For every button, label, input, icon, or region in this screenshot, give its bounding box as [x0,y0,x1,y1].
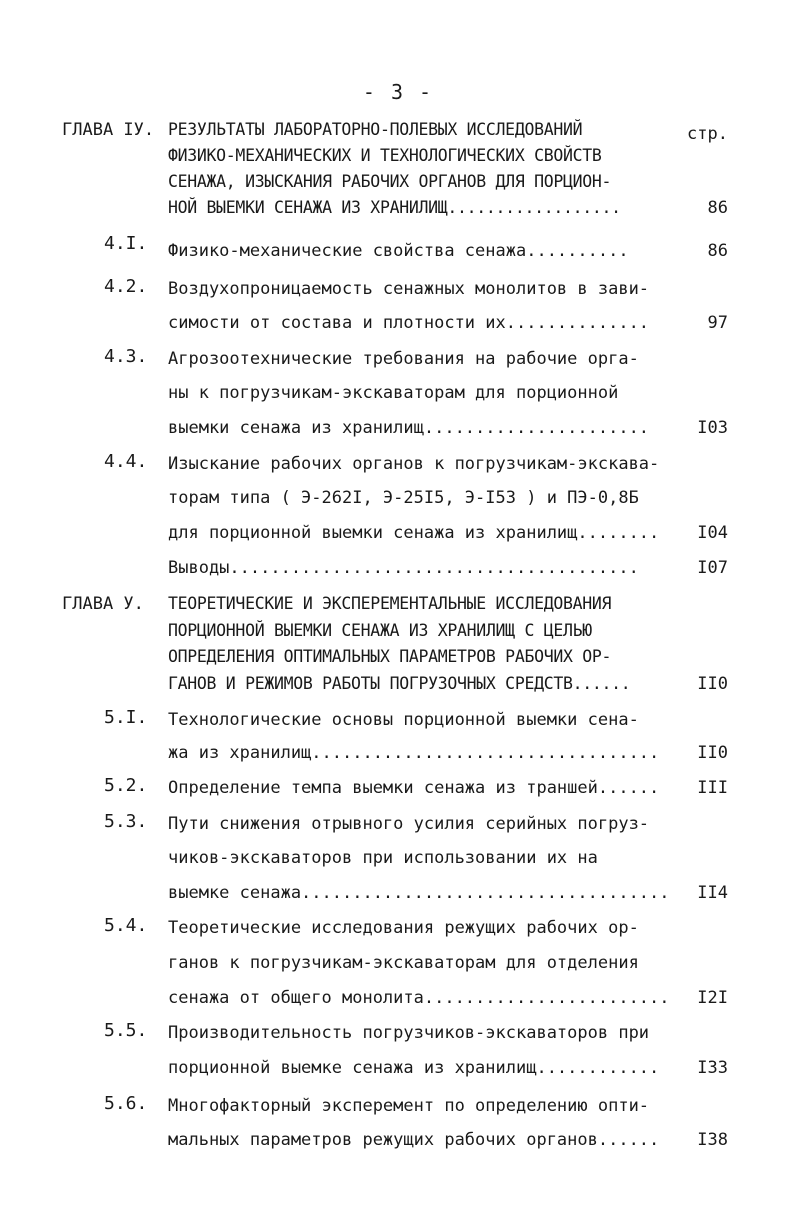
chapter-5-title-line-2: ПОРЦИОННОЙ ВЫЕМКИ СЕНАЖА ИЗ ХРАНИЛИЩ С ЦЕЛЬЮ [168,621,592,640]
chapter-5-title-line-4: ГАНОВ И РЕЖИМОВ РАБОТЫ ПОГРУЗОЧНЫХ СРЕДСТВ...... [168,674,631,693]
section-5-1-page: II0 [697,743,728,763]
section-5-4-page: I2I [697,988,728,1008]
section-5-6-line-1: Многофакторный эксперемент по определению опти- [168,1096,650,1116]
section-5-2-title: Определение темпа выемки сенажа из траншей...... [168,778,660,798]
section-4-1-page: 86 [707,241,728,261]
chapter-4-heading: ГЛАВА IУ. [62,120,155,140]
section-5-6-page: I38 [697,1130,728,1150]
page-column-label: стр. [687,124,728,144]
section-5-3-line-1: Пути снижения отрывного усилия серийных погруз- [168,814,650,834]
section-4-4-line-1: Изыскание рабочих органов к погрузчикам-экскава- [168,454,660,474]
section-5-5-number: 5.5. [104,1020,148,1041]
section-5-3-number: 5.3. [104,811,148,832]
section-5-4-number: 5.4. [104,915,148,936]
section-5-1-number: 5.I. [104,707,148,728]
section-5-3-line-3: выемке сенажа.................................... [168,883,670,903]
section-4-3-line-3: выемки сенажа из хранилищ...................... [168,418,650,438]
chapter-5-title-line-1: ТЕОРЕТИЧЕСКИЕ И ЭКСПЕРЕМЕНТАЛЬНЫЕ ИССЛЕДОВАНИЯ [168,594,612,613]
chapter-5-heading: ГЛАВА У. [62,594,144,614]
section-5-1-line-2: жа из хранилищ.................................. [168,743,660,763]
section-4-3-number: 4.3. [104,346,148,367]
section-5-5-line-2: порционной выемке сенажа из хранилищ............ [168,1058,660,1078]
section-5-6-number: 5.6. [104,1093,148,1114]
section-4-3-line-1: Агрозоотехнические требования на рабочие орга- [168,349,639,369]
section-4-1-number: 4.I. [104,233,148,254]
section-4-4-line-2: торам типа ( Э-262I, Э-25I5, Э-I53 ) и ПЭ-0,8Б [168,488,639,508]
conclusions-title: Выводы........................................ [168,558,639,578]
chapter-5-title-line-3: ОПРЕДЕЛЕНИЯ ОПТИМАЛЬНЫХ ПАРАМЕТРОВ РАБОЧИХ ОР- [168,647,612,666]
chapter-5-page: II0 [697,674,728,694]
section-4-2-page: 97 [707,313,728,333]
section-5-2-number: 5.2. [104,775,148,796]
chapter-4-title-line-2: ФИЗИКО-МЕХАНИЧЕСКИХ И ТЕХНОЛОГИЧЕСКИХ СВОЙСТВ [168,146,602,165]
section-5-6-line-2: мальных параметров режущих рабочих органов...... [168,1130,660,1150]
section-5-5-page: I33 [697,1058,728,1078]
chapter-4-page: 86 [707,198,728,218]
section-4-4-page: I04 [697,523,728,543]
section-5-4-line-1: Теоретические исследования режущих рабочих ор- [168,918,639,938]
section-4-2-line-1: Воздухопроницаемость сенажных монолитов в зави- [168,279,650,299]
section-5-4-line-3: сенажа от общего монолита........................ [168,988,670,1008]
section-4-2-line-2: симости от состава и плотности их.............. [168,313,650,333]
section-5-4-line-2: ганов к погрузчикам-экскаваторам для отделения [168,953,639,973]
section-4-3-line-2: ны к погрузчикам-экскаваторам для порционной [168,383,619,403]
section-5-3-line-2: чиков-экскаваторов при использовании их на [168,848,598,868]
section-5-5-line-1: Производительность погрузчиков-экскаваторов при [168,1023,650,1043]
section-4-2-number: 4.2. [104,276,148,297]
chapter-4-title-line-3: СЕНАЖА, ИЗЫСКАНИЯ РАБОЧИХ ОРГАНОВ ДЛЯ ПОРЦИОН- [168,172,612,191]
section-5-3-page: II4 [697,883,728,903]
section-5-2-page: III [697,778,728,798]
conclusions-page: I07 [697,558,728,578]
chapter-4-title-line-1: РЕЗУЛЬТАТЫ ЛАБОРАТОРНО-ПОЛЕВЫХ ИССЛЕДОВАНИЙ [168,120,583,139]
section-4-4-line-3: для порционной выемки сенажа из хранилищ........ [168,523,660,543]
page-number: - 3 - [362,80,434,104]
section-4-1-title: Физико-механические свойства сенажа.......... [168,241,629,261]
chapter-4-title-line-4: НОЙ ВЫЕМКИ СЕНАЖА ИЗ ХРАНИЛИЩ.................. [168,198,621,217]
section-5-1-line-1: Технологические основы порционной выемки сена- [168,710,639,730]
section-4-4-number: 4.4. [104,451,148,472]
section-4-3-page: I03 [697,418,728,438]
